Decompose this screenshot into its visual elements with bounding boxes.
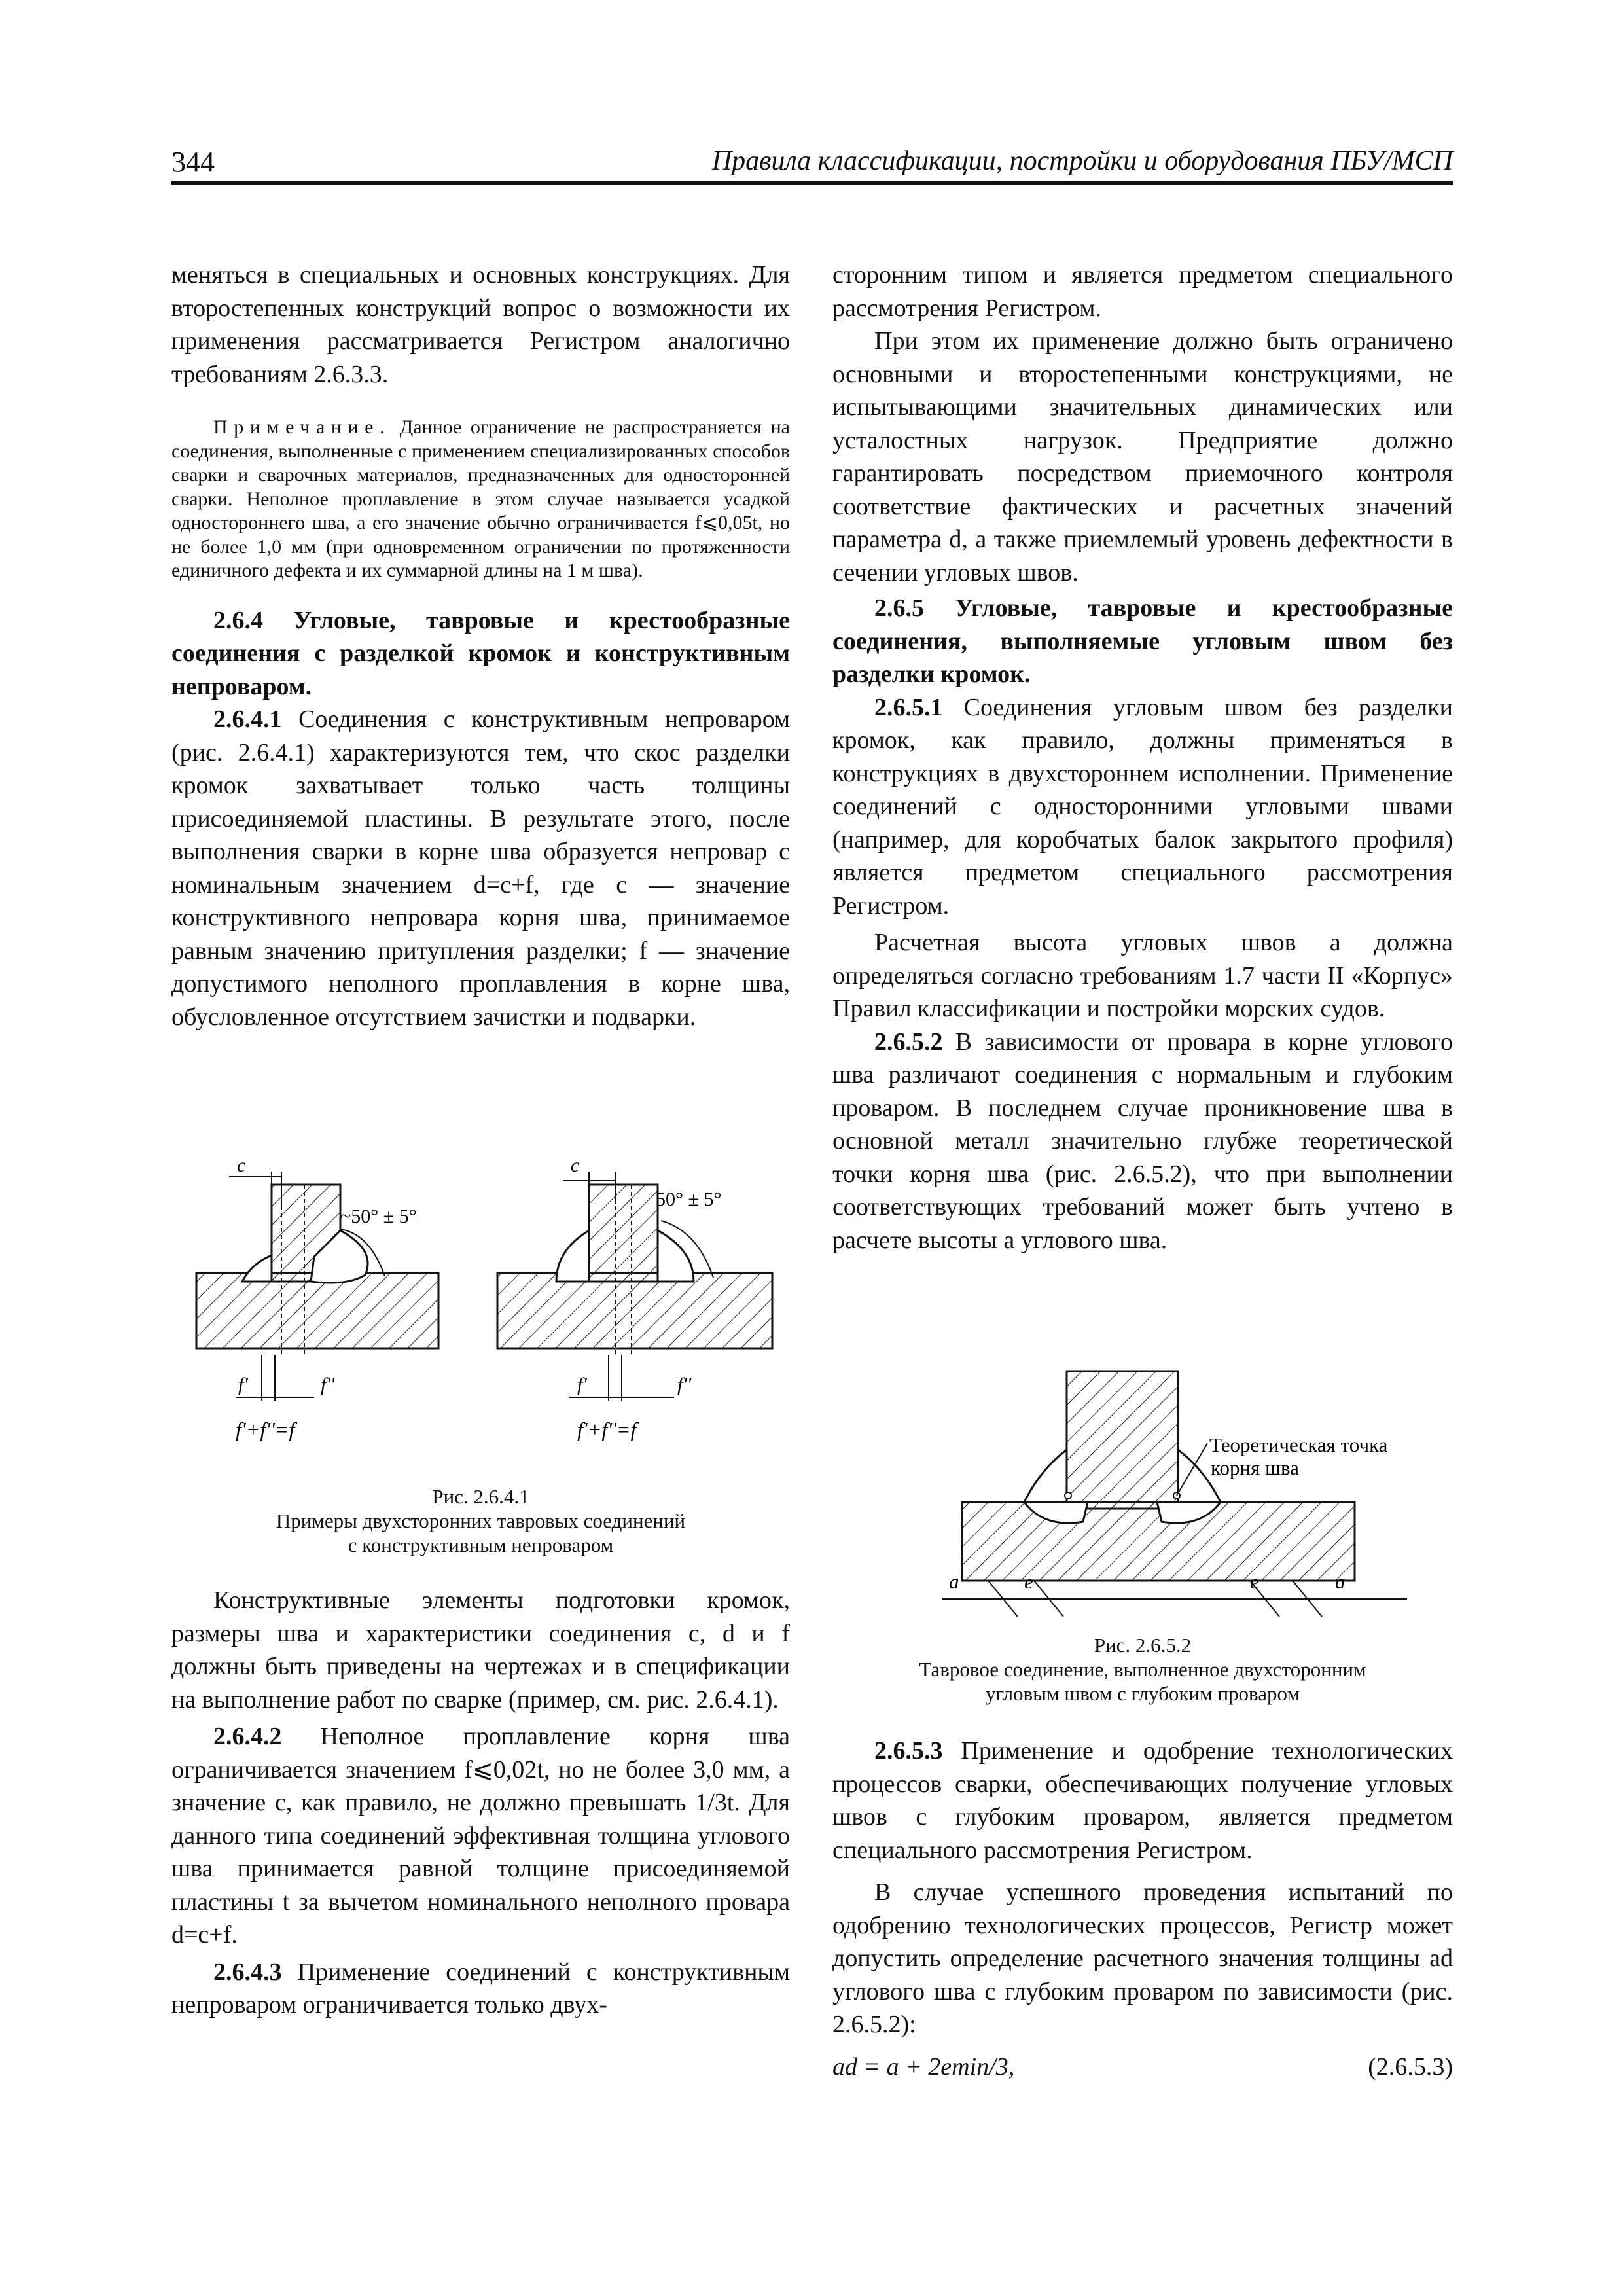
label-f2-right: f'' — [677, 1374, 692, 1395]
label-f2-left: f'' — [321, 1374, 335, 1395]
running-title: Правила классификации, постройки и оборудования ПБУ/МСП — [711, 146, 1453, 176]
label-sum-left: f'+f''=f — [236, 1418, 295, 1441]
left-column-bottom — [171, 1584, 790, 2022]
caption-line-2: угловым швом с глубоким проваром — [985, 1682, 1300, 1705]
para-2-6-5-2 — [832, 1026, 1453, 1257]
page-number: 344 — [171, 146, 215, 178]
label-c-right: c — [571, 1158, 580, 1176]
angle-label-left: ~50° ± 5° — [340, 1206, 417, 1227]
right-column-bottom — [832, 1734, 1453, 2087]
header-rule — [171, 181, 1453, 185]
left-paragraph-continued: меняться в специальных и основных конструкциях. Для второстепенных конструкций вопрос о возможности их применения рассматривается Регистром аналогично требованиям 2.6.3.3. — [171, 261, 790, 388]
caption-line-2: с конструктивным непроваром — [348, 1534, 614, 1556]
para-2-6-5-3 — [832, 1734, 1453, 1867]
clause-number-2-6-5-2: 2.6.5.2 — [874, 1028, 943, 1056]
caption-number: Рис. 2.6.4.1 — [432, 1485, 529, 1508]
caption-line-1: Тавровое соединение, выполненное двухсторонним — [919, 1658, 1366, 1681]
clause-text-2-6-5-2: В зависимости от провара в корне углового шва различают соединения с нормальным и глубоким проваром. В последнем случае проникновение шва в основной металл значительно глубже теоретической точки корня шва (рис. 2.6.5.2), что при выполнении соответствующих требований может быть учтено в расчете высоты a углового шва. — [832, 1028, 1453, 1254]
para-successful-tests: В случае успешного проведения испытаний по одобрению технологических процессов, Регистр может допустить определение расчетного значения толщины ad углового шва с глубоким проваром по зависимости (рис. 2.6.5.2): — [832, 1878, 1453, 2038]
label-c-left: c — [237, 1158, 246, 1176]
para-design-height: Расчетная высота угловых швов a должна определяться согласно требованиям 1.7 части II «Корпус» Правил классификации и постройки морских судов. — [832, 929, 1453, 1022]
figure-2-6-4-1 — [190, 1158, 805, 1473]
joint-left — [196, 1158, 438, 1441]
right-column-top — [832, 259, 1453, 1257]
clause-text-2-6-4-3: Применение соединений с конструктивным непроваром ограничивается только двух- — [171, 1958, 790, 2018]
clause-text-2-6-5-3: Применение и одобрение технологических процессов сварки, обеспечивающих получение угловых швов с глубоким проваром, является предметом специального рассмотрения Регистром. — [832, 1737, 1454, 1864]
angle-label-right: 50° ± 5° — [656, 1189, 722, 1210]
clause-number-2-6-5-1: 2.6.5.1 — [874, 693, 943, 721]
para-limitations: При этом их применение должно быть ограничено основными и второстепенными конструкциями, не испытывающими значительных динамических или усталостных нагрузок. Предприятие должно гарантировать посредством приемочного контроля соответствие фактических и расчетных значений параметра d, а также приемлемый уровень дефектности в сечении угловых швов. — [832, 327, 1453, 586]
figure-2-6-4-1-caption — [171, 1484, 790, 1557]
para-2-6-4-3 — [171, 1956, 790, 2022]
para-2-6-4-2 — [171, 1720, 790, 1952]
note-text: Данное ограничение не распространяется на соединения, выполненные с применением специализированных способов сварки и сварочных материалов, предназначенных для односторонней сварки. Неполное проплавление в этом случае называется усадкой одностороннего шва, а его значение обычно ограничивается f⩽0,05t, но не более 1,0 мм (при одновременном ограничении по протяженности единичного дефекта и их суммарной длины на 1 м шва). — [171, 416, 791, 581]
formula-row — [832, 2051, 1453, 2087]
label-e-right: e — [1250, 1570, 1259, 1593]
label-f1-right: f' — [577, 1374, 587, 1395]
formula: ad = a + 2emin/3, — [832, 2053, 1015, 2081]
heading-2-6-4: 2.6.4 Угловые, тавровые и крестообразные соединения с разделкой кромок и конструктивным непроваром. — [171, 606, 790, 700]
clause-text-2-6-4-1: Соединения с конструктивным непроваром (рис. 2.6.4.1) характеризуются тем, что скос разделки кромок захватывает только часть толщины присоединяемой пластины. В результате этого, после выполнения сварки в корне шва образуется непровар с номинальным значением d=c+f, где c — значение конструктивного непровара корня шва, принимаемое равным значению притупления разделки; f — значение допустимого неполного проплавления в корне шва, обусловленное отсутствием зачистки и подварки. — [171, 706, 791, 1031]
label-a-left: a — [949, 1570, 959, 1593]
formula-number: (2.6.5.3) — [1368, 2053, 1453, 2081]
para-2-6-4-1 — [171, 703, 790, 1033]
figure-2-6-5-2-caption — [832, 1633, 1453, 1706]
note-label: Примечание. — [213, 416, 391, 438]
label-a-right: a — [1335, 1570, 1346, 1593]
para-constructive-elements: Конструктивные элементы подготовки кромок, размеры шва и характеристики соединения c, d и f должны быть приведены на чертежах и в спецификации на выполнение работ по сварке (пример, см. рис. 2.6.4.1). — [171, 1587, 790, 1713]
joint-right — [497, 1158, 772, 1441]
label-f1-left: f' — [238, 1374, 248, 1395]
caption-number: Рис. 2.6.5.2 — [1094, 1634, 1192, 1657]
clause-number-2-6-4-1: 2.6.4.1 — [213, 706, 282, 733]
clause-number-2-6-5-3: 2.6.5.3 — [874, 1737, 943, 1765]
clause-text-2-6-5-1: Соединения угловым швом без разделки кромок, как правило, должны применяться в конструкциях в двухстороннем исполнении. Применение соединений с односторонними угловыми швами (например, для коробчатых балок закрытого профиля) является предметом специального рассмотрения Регистром. — [832, 693, 1454, 920]
note-block — [171, 416, 790, 583]
label-e-left: e — [1024, 1570, 1033, 1593]
left-column-top — [171, 259, 790, 1033]
label-sum-right: f'+f''=f — [577, 1418, 637, 1441]
label-theoretical-point-1: Теоретическая точка — [1209, 1433, 1388, 1456]
caption-line-1: Примеры двухсторонних тавровых соединений — [276, 1509, 686, 1532]
clause-text-2-6-4-2: Неполное проплавление корня шва ограничивается значением f⩽0,02t, но не более 3,0 мм, а значение c, как правило, не должно превышать 1/3t. Для данного типа соединений эффективная толщина углового шва принимается равной толщине присоединяемой пластины t за вычетом номинального неполного провара d=c+f. — [171, 1723, 790, 1948]
figure-2-6-5-2 — [903, 1365, 1453, 1626]
para-2-6-5-1 — [832, 691, 1453, 923]
right-paragraph-continued: сторонним типом и является предметом специального рассмотрения Регистром. — [832, 261, 1453, 322]
label-theoretical-point-2: корня шва — [1211, 1456, 1299, 1479]
heading-2-6-5: 2.6.5 Угловые, тавровые и крестообразные соединения, выполняемые угловым швом без разделки кромок. — [832, 594, 1453, 688]
clause-number-2-6-4-3: 2.6.4.3 — [213, 1958, 282, 1986]
clause-number-2-6-4-2: 2.6.4.2 — [213, 1723, 282, 1750]
